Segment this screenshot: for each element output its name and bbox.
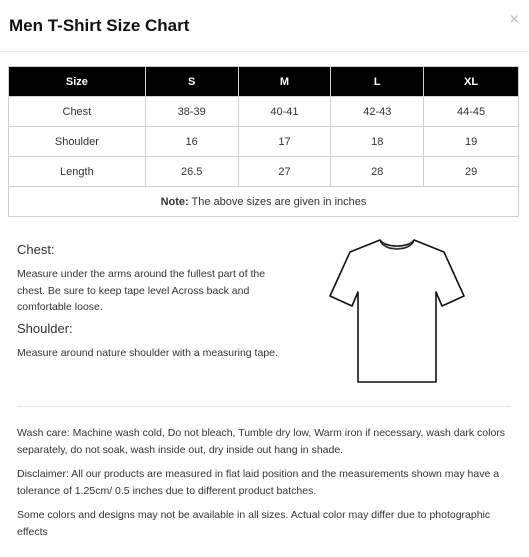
dialog-header	[0, 0, 529, 52]
table-row	[9, 157, 519, 187]
table-note	[9, 187, 519, 217]
table-cell: 19	[424, 127, 519, 157]
column-header: XL	[424, 67, 519, 97]
table-row	[9, 127, 519, 157]
table-cell: 26.5	[145, 157, 238, 187]
tshirt-icon	[328, 236, 466, 386]
table-row	[9, 97, 519, 127]
table-cell: 40-41	[238, 97, 331, 127]
color-note-text: Some colors and designs may not be available in all sizes. Actual color may differ due to photographic effects	[17, 509, 491, 538]
dialog-title: Men T-Shirt Size Chart	[9, 16, 190, 35]
table-cell: 17	[238, 127, 331, 157]
table-cell: 42-43	[331, 97, 424, 127]
table-cell: 27	[238, 157, 331, 187]
close-icon[interactable]: ×	[509, 11, 519, 28]
chest-heading: Chest:	[17, 242, 55, 257]
section-divider	[17, 406, 511, 407]
note-label: Note:	[160, 195, 189, 208]
shoulder-heading: Shoulder:	[17, 321, 73, 336]
disclaimer-text: Disclaimer: All our products are measured in flat laid position and the measurements shown may have a tolerance of 1.25cm/ 0.5 inches due to different product batches.	[17, 468, 500, 497]
column-header: S	[145, 67, 238, 97]
table-header-row	[9, 67, 519, 97]
table-cell: 28	[331, 157, 424, 187]
column-header: M	[238, 67, 331, 97]
shoulder-instructions: Measure around nature shoulder with a measuring tape.	[17, 347, 278, 359]
column-header: L	[331, 67, 424, 97]
column-header: Size	[9, 67, 146, 97]
note-text: The above sizes are given in inches	[188, 195, 367, 208]
table-cell: 29	[424, 157, 519, 187]
size-chart-table	[8, 66, 519, 217]
row-label: Chest	[9, 97, 146, 127]
table-note-row	[9, 187, 519, 217]
row-label: Length	[9, 157, 146, 187]
table-cell: 44-45	[424, 97, 519, 127]
row-label: Shoulder	[9, 127, 146, 157]
table-cell: 16	[145, 127, 238, 157]
table-cell: 18	[331, 127, 424, 157]
wash-care-text: Wash care: Machine wash cold, Do not bleach, Tumble dry low, Warm iron if necessary, wash dark colors separately, do not soak, wash inside out, dry inside out hang in shade.	[17, 427, 506, 456]
chest-instructions: Measure under the arms around the fullest part of the chest. Be sure to keep tape level Across back and comfortable loose.	[17, 268, 266, 313]
table-cell: 38-39	[145, 97, 238, 127]
